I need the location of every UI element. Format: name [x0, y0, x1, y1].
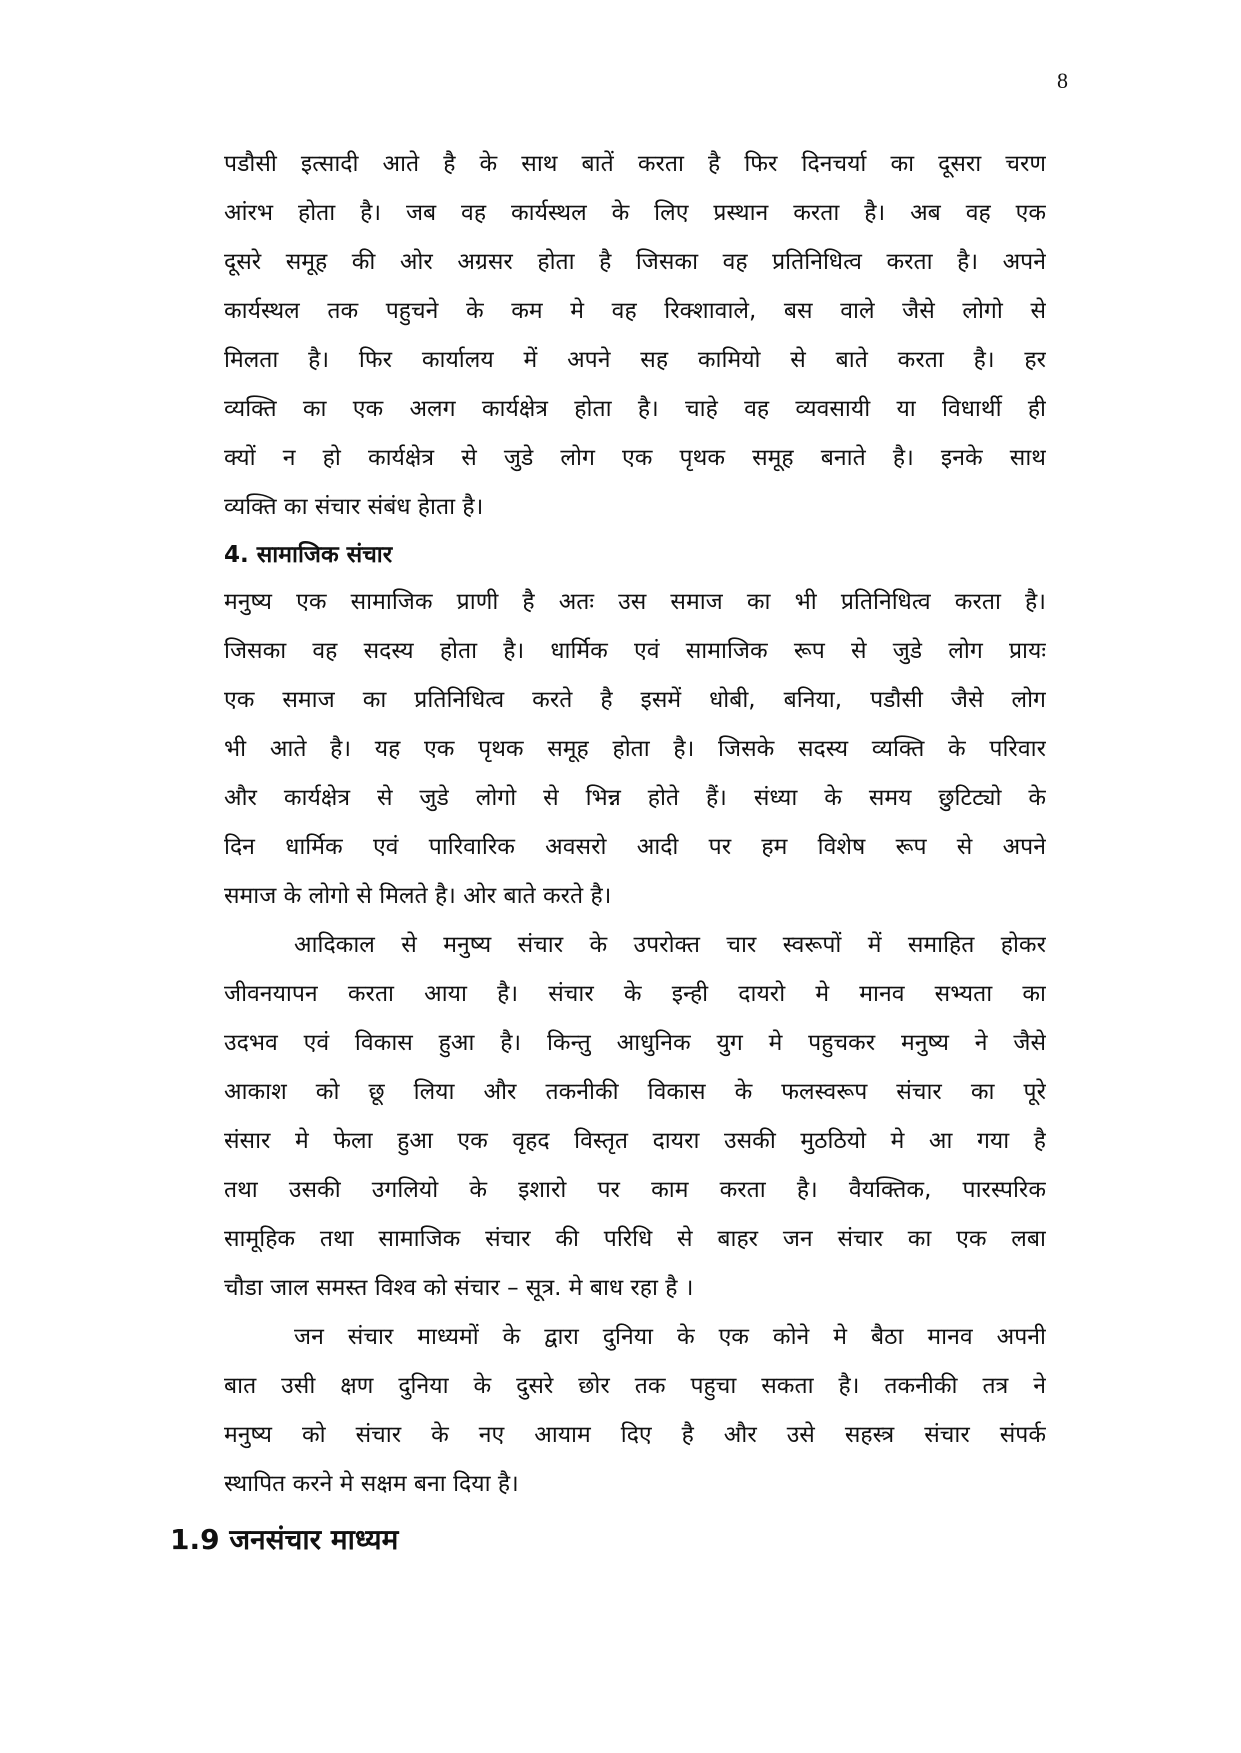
paragraph-social-communication [224, 578, 1046, 921]
text-line: समाज के लोगो से मिलते है। ओर बाते करते है। [224, 883, 612, 909]
text-line: व्यक्ति का संचार संबंध हेाता है। [224, 494, 484, 520]
text-line: मनुष्य एक सामाजिक प्राणी है अतः उस समाज का भी प्रतिनिधित्व करता है। [224, 589, 1046, 615]
text-line: दिन धार्मिक एवं पारिवारिक अवसरो आदी पर हम विशेष रूप से अपने [224, 834, 1046, 860]
text-line: और कार्यक्षेत्र से जुडे लोगो से भिन्न होते हैं। संध्या के समय छुटिट्यो के [224, 785, 1046, 811]
text-line: व्यक्ति का एक अलग कार्यक्षेत्र होता है। चाहे वह व्यवसायी या विधार्थी ही [224, 396, 1046, 422]
text-line: सामूहिक तथा सामाजिक संचार की परिधि से बाहर जन संचार का एक लबा [224, 1226, 1046, 1252]
text-line: क्यों न हो कार्यक्षेत्र से जुडे लोग एक पृथक समूह बनाते है। इनके साथ [224, 445, 1046, 471]
text-line: मनुष्य को संचार के नए आयाम दिए है और उसे सहस्त्र संचार संपर्क [224, 1422, 1046, 1448]
paragraph-mass-media [224, 1313, 1046, 1509]
text-line: कार्यस्थल तक पहुचने के कम मे वह रिक्शावाले, बस वाले जैसे लोगो से [224, 298, 1046, 324]
page-number: 8 [1057, 68, 1068, 93]
text-line: चौडा जाल समस्त विश्व को संचार – सूत्र. मे बाध रहा है । [224, 1275, 694, 1301]
page-content [224, 140, 1046, 1509]
text-line: तथा उसकी उगलियो के इशारो पर काम करता है। वैयक्तिक, पारस्परिक [224, 1177, 1046, 1203]
text-line: आदिकाल से मनुष्य संचार के उपरोक्त चार स्वरूपों में समाहित होकर [294, 932, 1046, 958]
text-line: जन संचार माध्यमों के द्वारा दुनिया के एक कोने मे बैठा मानव अपनी [294, 1324, 1046, 1350]
text-line: पडौसी इत्सादी आते है के साथ बातें करता है फिर दिनचर्या का दूसरा चरण [224, 151, 1046, 177]
text-line: आंरभ होता है। जब वह कार्यस्थल के लिए प्रस्थान करता है। अब वह एक [224, 200, 1046, 226]
text-line: स्थापित करने मे सक्षम बना दिया है। [224, 1471, 519, 1497]
paragraph-evolution [224, 921, 1046, 1313]
section-heading: 1.9 जनसंचार माध्यम [170, 1523, 399, 1556]
text-line: आकाश को छू लिया और तकनीकी विकास के फलस्वरूप संचार का पूरे [224, 1079, 1046, 1105]
paragraph-daily-routine [224, 140, 1046, 532]
text-line: मिलता है। फिर कार्यालय में अपने सह कामियो से बाते करता है। हर [224, 347, 1046, 373]
subheading-social-communication: 4. सामाजिक संचार [224, 542, 393, 568]
text-line: जीवनयापन करता आया है। संचार के इन्ही दायरो मे मानव सभ्यता का [224, 981, 1046, 1007]
text-line: एक समाज का प्रतिनिधित्व करते है इसमें धोबी, बनिया, पडौसी जैसे लोग [224, 687, 1046, 713]
text-line: उदभव एवं विकास हुआ है। किन्तु आधुनिक युग मे पहुचकर मनुष्य ने जैसे [224, 1030, 1046, 1056]
text-line: संसार मे फेला हुआ एक वृहद विस्तृत दायरा उसकी मुठठियो मे आ गया है [224, 1128, 1046, 1154]
text-line: बात उसी क्षण दुनिया के दुसरे छोर तक पहुचा सकता है। तकनीकी तत्र ने [224, 1373, 1046, 1399]
text-line: भी आते है। यह एक पृथक समूह होता है। जिसके सदस्य व्यक्ति के परिवार [224, 736, 1046, 762]
text-line: जिसका वह सदस्य होता है। धार्मिक एवं सामाजिक रूप से जुडे लोग प्रायः [224, 638, 1046, 664]
text-line: दूसरे समूह की ओर अग्रसर होता है जिसका वह प्रतिनिधित्व करता है। अपने [224, 249, 1046, 275]
